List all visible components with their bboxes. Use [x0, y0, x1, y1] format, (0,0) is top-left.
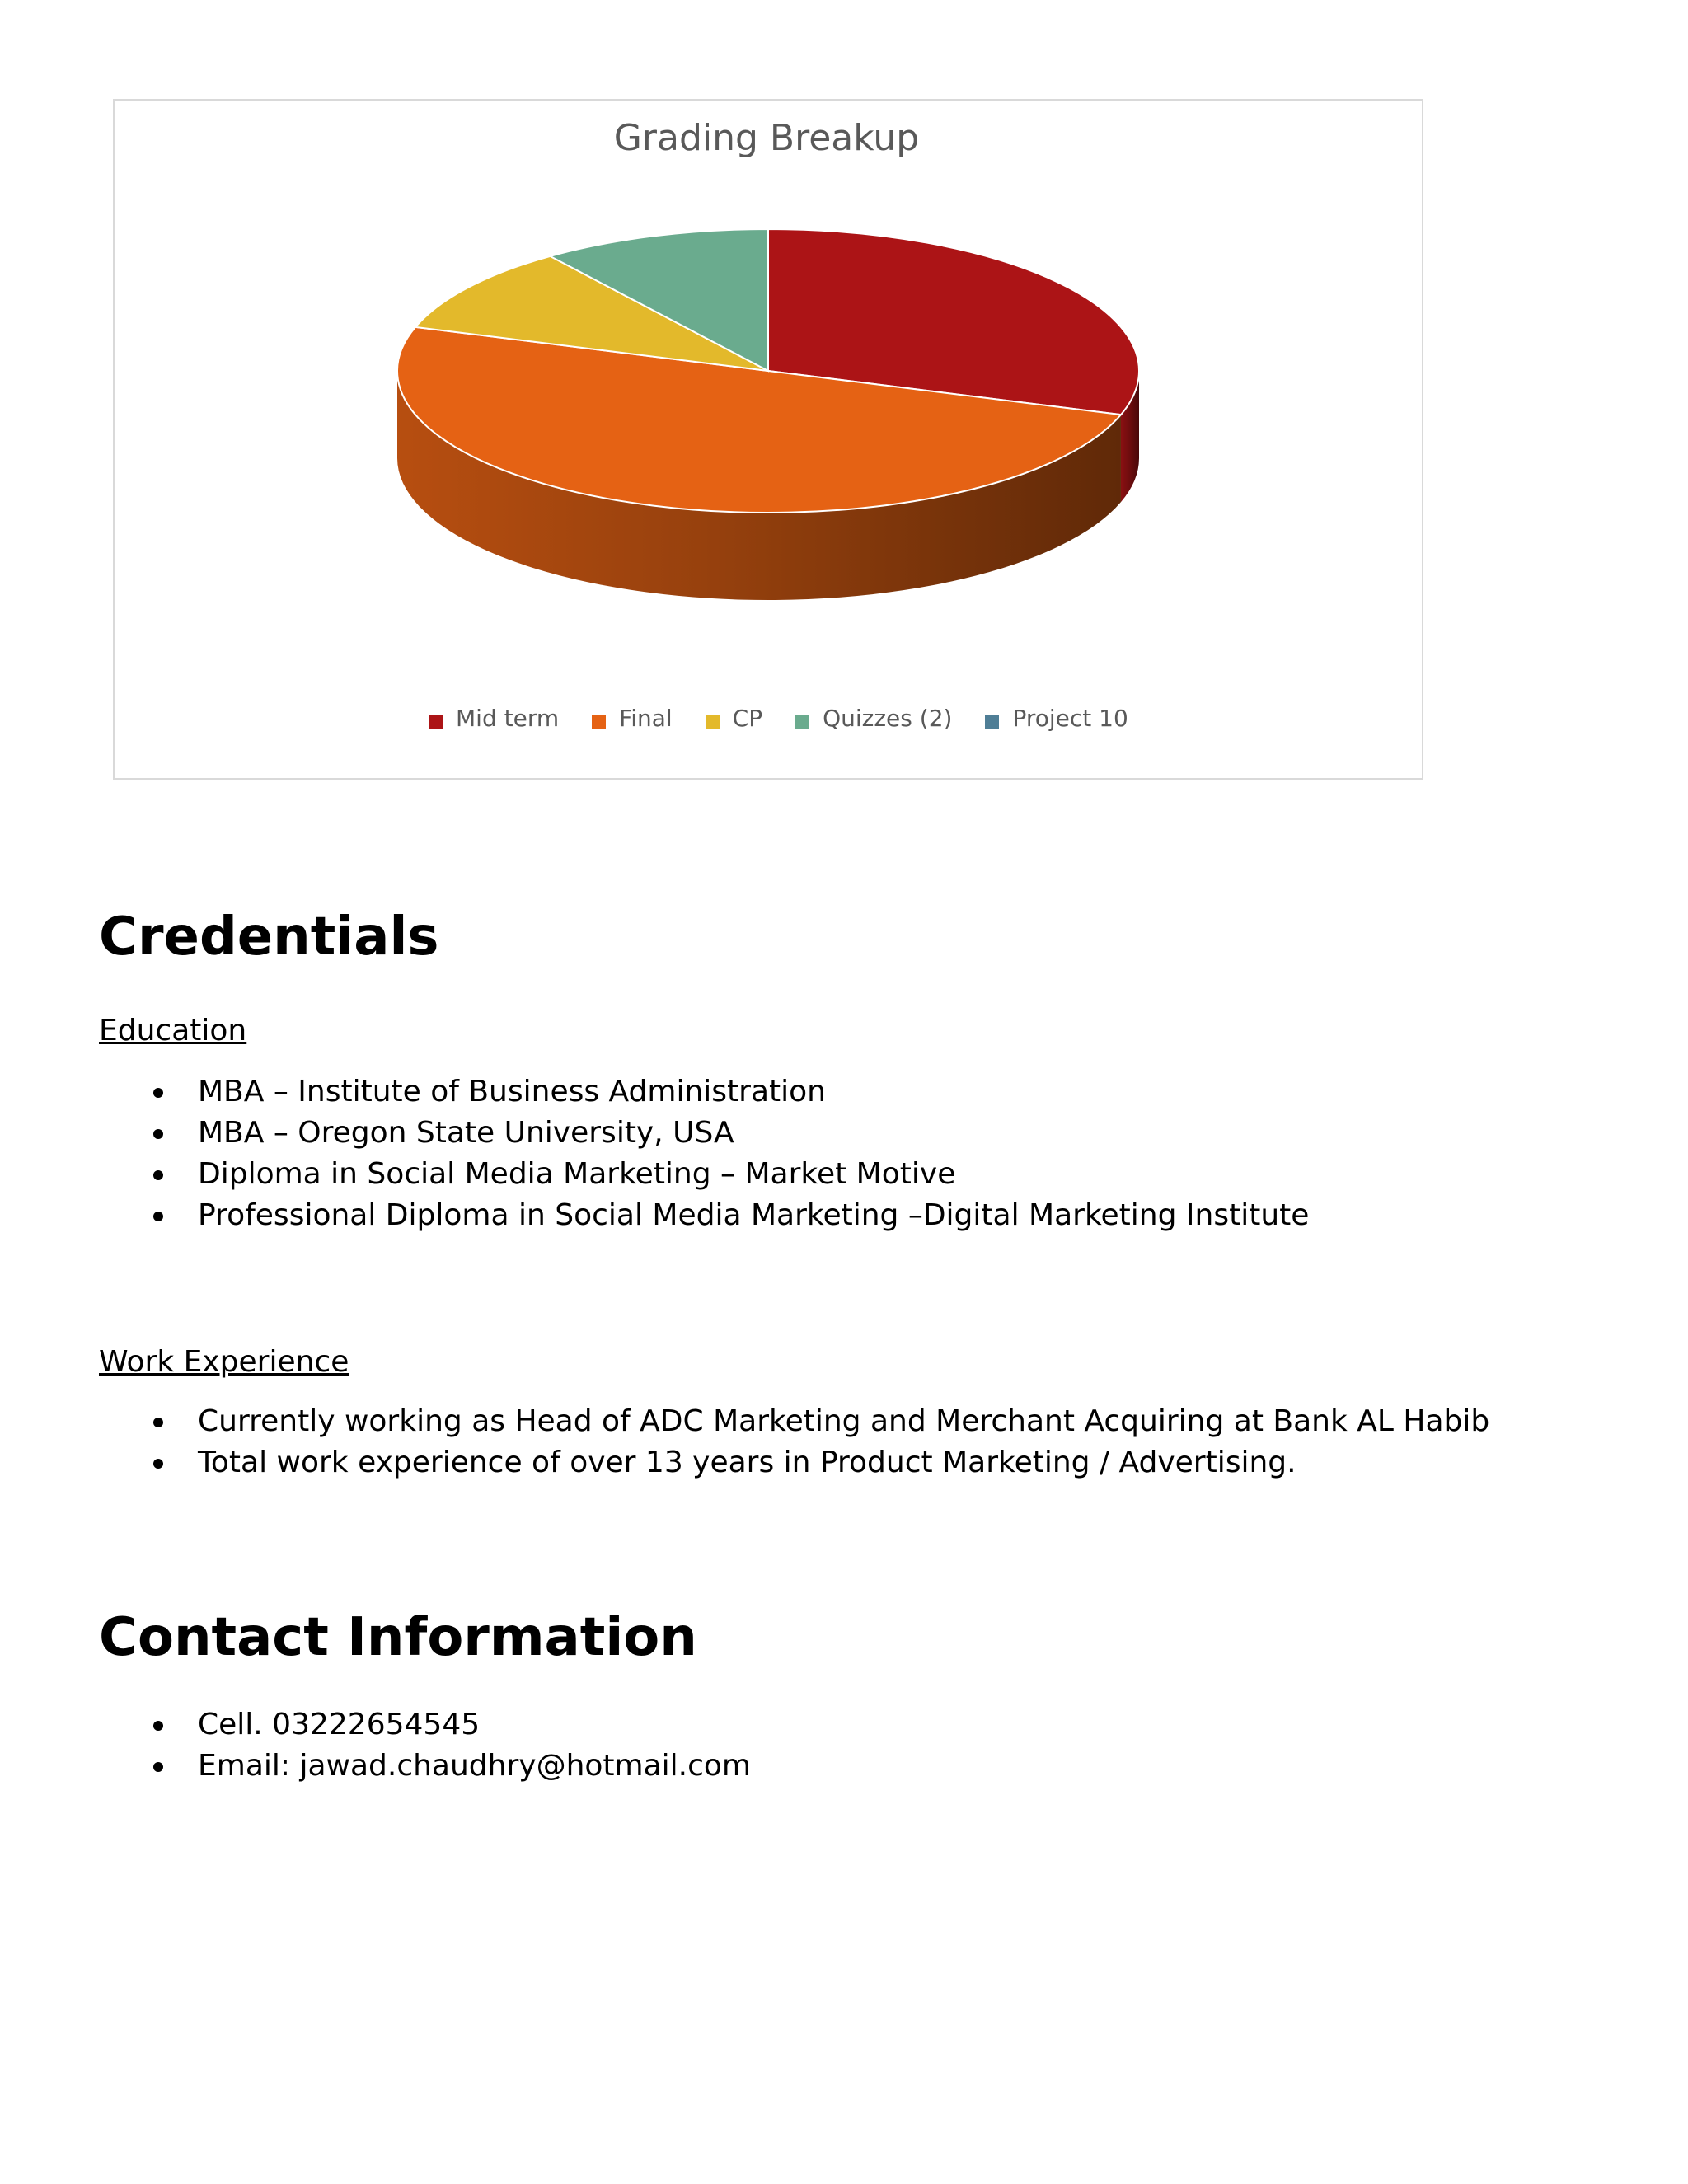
legend-swatch	[706, 715, 720, 729]
legend-swatch	[985, 715, 999, 729]
legend-item	[429, 705, 559, 732]
legend-item	[795, 705, 952, 732]
list-item: Currently working as Head of ADC Marketing and Merchant Acquiring at Bank AL Habib	[99, 1401, 1624, 1442]
legend-item	[706, 705, 762, 732]
legend-swatch	[429, 715, 443, 729]
list-item: Cell. 03222654545	[99, 1704, 1624, 1746]
contact-heading: Contact Information	[99, 1607, 697, 1668]
legend-item	[592, 705, 673, 732]
list-item: Email: jawad.chaudhry@hotmail.com	[99, 1746, 1624, 1787]
legend-label: CP	[732, 705, 763, 732]
legend-label: Quizzes (2)	[823, 705, 953, 732]
work-experience-list	[99, 1401, 1624, 1483]
chart-legend	[429, 705, 1128, 732]
legend-label: Mid term	[456, 705, 560, 732]
credentials-heading: Credentials	[99, 907, 439, 968]
list-item: MBA – Oregon State University, USA	[99, 1113, 1624, 1154]
contact-list	[99, 1704, 1624, 1787]
list-item: Diploma in Social Media Marketing – Market Motive	[99, 1154, 1624, 1195]
education-subheading: Education	[99, 1014, 247, 1047]
legend-swatch	[795, 715, 809, 729]
pie-chart	[113, 99, 1423, 780]
chart-title: Grading Breakup	[613, 117, 920, 159]
list-item: Professional Diploma in Social Media Marketing –Digital Marketing Institute	[99, 1195, 1624, 1236]
legend-swatch	[592, 715, 606, 729]
education-list	[99, 1071, 1624, 1236]
legend-label: Project 10	[1012, 705, 1128, 732]
work-experience-subheading: Work Experience	[99, 1345, 349, 1379]
list-item: Total work experience of over 13 years in Product Marketing / Advertising.	[99, 1442, 1624, 1483]
legend-label: Final	[619, 705, 673, 732]
list-item: MBA – Institute of Business Administration	[99, 1071, 1624, 1113]
legend-item	[985, 705, 1128, 732]
